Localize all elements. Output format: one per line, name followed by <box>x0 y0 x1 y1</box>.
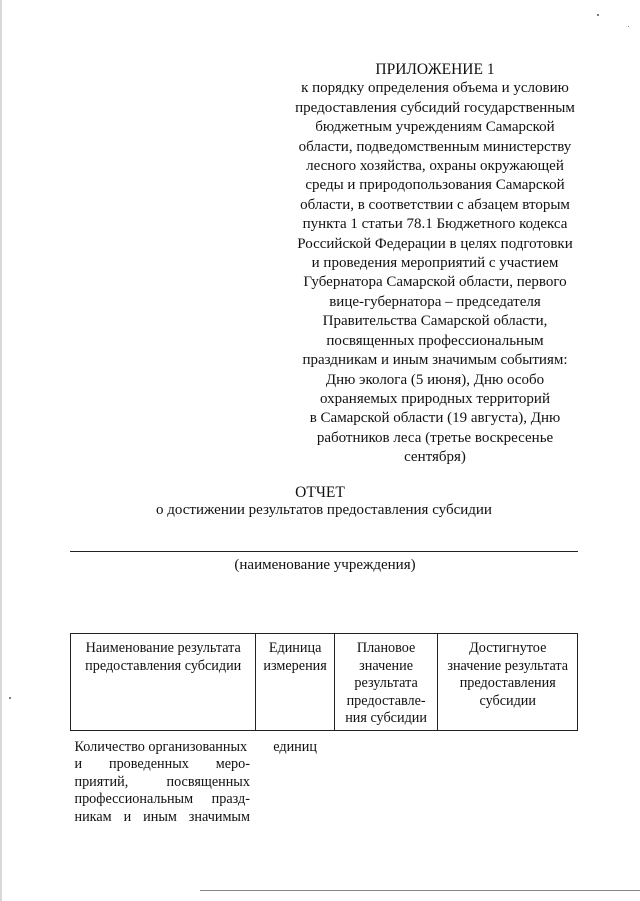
appendix-line: Российской Федерации в целях подготовки <box>297 235 573 252</box>
institution-caption: (наименование учреждения) <box>234 557 416 573</box>
appendix-line: работников леса (третье воскресенье <box>316 429 554 446</box>
report-subtitle: о достижении результатов предоставления субсидии <box>156 502 492 518</box>
appendix-line: Дню эколога (5 июня), Дню особо <box>325 371 545 388</box>
result-name-line: Количество организованных <box>74 738 248 755</box>
header-planned-value: Плановое значение результата предоставле-ния субсидии <box>334 634 438 731</box>
appendix-block <box>285 60 585 468</box>
header-achieved-value: Достигнутое значение результата предоставления субсидии <box>438 634 578 731</box>
page-edge <box>0 0 2 901</box>
result-name-line: профессиональным празд- <box>74 791 250 807</box>
appendix-line: Правительства Самарской области, <box>322 313 548 330</box>
report-table <box>70 633 578 826</box>
cell-achieved-value <box>438 730 578 826</box>
appendix-line: к порядку определения объема и условию <box>301 80 569 97</box>
appendix-line: области, подведомственным министерству <box>298 138 572 155</box>
cell-result-name <box>71 730 256 826</box>
appendix-line: сентября) <box>404 449 466 466</box>
appendix-line: бюджетным учреждениям Самарской <box>315 119 555 136</box>
result-name-line: приятий, посвященных <box>74 773 250 790</box>
appendix-line: предоставления субсидий государственным <box>295 99 575 116</box>
appendix-line: среды и природопользования Самарской <box>305 177 565 194</box>
appendix-line: Губернатора Самарской области, первого <box>303 274 567 291</box>
table-header-row <box>71 634 578 731</box>
header-unit: Единица измерения <box>256 634 334 731</box>
scan-speck <box>597 14 599 16</box>
report-title: ОТЧЕТ <box>295 484 345 501</box>
cell-planned-value <box>334 730 438 826</box>
table-row <box>71 730 578 826</box>
result-name-line: и проведенных меро- <box>74 756 250 772</box>
header-result-name: Наименование результата предоставления субсидии <box>71 634 256 731</box>
appendix-line: области, в соответствии с абзацем вторым <box>300 196 570 213</box>
footer-divider <box>200 890 640 891</box>
appendix-line: пункта 1 статьи 78.1 Бюджетного кодекса <box>302 216 568 233</box>
institution-name-line <box>70 551 578 552</box>
appendix-line: лесного хозяйства, охраны окружающей <box>306 158 564 175</box>
scan-speck <box>9 697 11 699</box>
appendix-line: охраняемых природных территорий <box>320 390 550 407</box>
result-name-line: никам и иным значимым <box>74 808 250 825</box>
appendix-line: праздникам и иным значимым событиям: <box>302 352 568 369</box>
appendix-line: вице-губернатора – председателя <box>329 293 541 310</box>
appendix-line: и проведения мероприятий с участием <box>311 255 559 272</box>
appendix-title: ПРИЛОЖЕНИЕ 1 <box>375 61 495 78</box>
appendix-line: посвященных профессиональным <box>326 332 544 349</box>
cell-unit: единиц <box>273 738 317 755</box>
scan-speck <box>628 26 629 27</box>
appendix-line: в Самарской области (19 августа), Дню <box>309 410 561 427</box>
